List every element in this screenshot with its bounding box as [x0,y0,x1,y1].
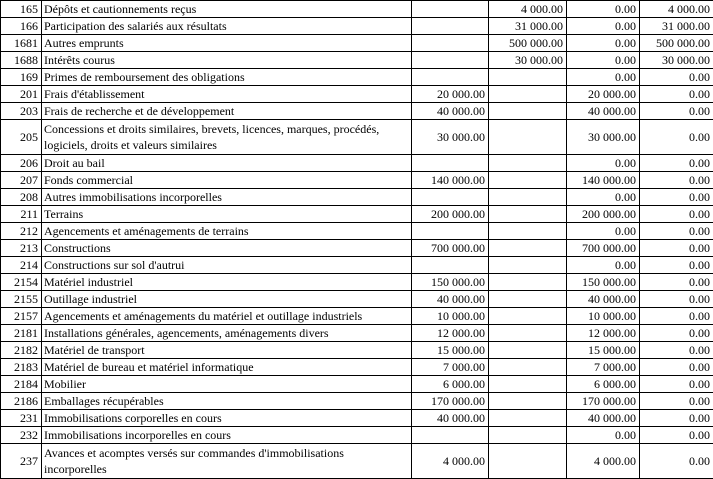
account-code-cell: 169 [1,69,42,86]
account-code-cell: 207 [1,172,42,189]
amount-col1-cell: 40 000.00 [412,103,489,120]
amount-col1-cell [412,52,489,69]
table-row [1,308,713,325]
account-code-cell: 1681 [1,35,42,52]
amount-col3-cell: 0.00 [567,52,640,69]
amount-col3-cell: 20 000.00 [567,86,640,103]
amount-col3-cell: 12 000.00 [567,325,640,342]
amount-col2-cell [489,206,567,223]
amount-col1-cell [412,257,489,274]
amount-col4-cell: 0.00 [640,69,713,86]
amount-col2-cell [489,325,567,342]
table-row [1,52,713,69]
amount-col2-cell [489,427,567,444]
amount-col3-cell: 0.00 [567,223,640,240]
account-label-cell: Dépôts et cautionnements reçus [42,1,412,18]
amount-col1-cell: 4 000.00 [412,444,489,479]
amount-col2-cell [489,103,567,120]
amount-col4-cell: 0.00 [640,274,713,291]
amount-col1-cell: 200 000.00 [412,206,489,223]
account-label-cell: Frais de recherche et de développement [42,103,412,120]
account-label-cell: Constructions sur sol d'autrui [42,257,412,274]
amount-col1-cell [412,189,489,206]
amount-col4-cell: 0.00 [640,86,713,103]
amount-col4-cell: 0.00 [640,120,713,155]
accounts-table-body [1,1,713,479]
table-row [1,172,713,189]
amount-col3-cell: 150 000.00 [567,274,640,291]
amount-col1-cell [412,35,489,52]
amount-col3-cell: 170 000.00 [567,393,640,410]
table-row [1,223,713,240]
table-row [1,1,713,18]
amount-col1-cell: 10 000.00 [412,308,489,325]
table-row [1,393,713,410]
account-label-cell: Participation des salariés aux résultats [42,18,412,35]
amount-col2-cell [489,359,567,376]
amount-col4-cell: 0.00 [640,291,713,308]
amount-col4-cell: 0.00 [640,359,713,376]
amount-col1-cell [412,18,489,35]
table-row [1,69,713,86]
amount-col4-cell: 0.00 [640,172,713,189]
account-label-cell: Matériel de bureau et matériel informatique [42,359,412,376]
account-code-cell: 166 [1,18,42,35]
amount-col1-cell: 40 000.00 [412,291,489,308]
table-row [1,240,713,257]
account-code-cell: 165 [1,1,42,18]
amount-col4-cell: 0.00 [640,206,713,223]
amount-col4-cell: 0.00 [640,155,713,172]
account-label-cell: Fonds commercial [42,172,412,189]
account-label-cell: Matériel de transport [42,342,412,359]
account-label-cell: Constructions [42,240,412,257]
amount-col1-cell [412,155,489,172]
amount-col3-cell: 6 000.00 [567,376,640,393]
account-code-cell: 211 [1,206,42,223]
account-label-cell: Avances et acomptes versés sur commandes d'immobilisations incorporelles [42,444,412,479]
amount-col4-cell: 0.00 [640,376,713,393]
account-label-cell: Outillage industriel [42,291,412,308]
account-code-cell: 206 [1,155,42,172]
amount-col4-cell: 0.00 [640,325,713,342]
amount-col3-cell: 0.00 [567,35,640,52]
account-code-cell: 1688 [1,52,42,69]
account-label-cell: Concessions et droits similaires, brevets, licences, marques, procédés, logiciels, droits et valeurs similaires [42,120,412,155]
amount-col3-cell: 40 000.00 [567,291,640,308]
account-label-cell: Agencements et aménagements du matériel et outillage industriels [42,308,412,325]
amount-col4-cell: 0.00 [640,393,713,410]
amount-col4-cell: 4 000.00 [640,1,713,18]
account-code-cell: 232 [1,427,42,444]
amount-col2-cell [489,240,567,257]
account-code-cell: 2184 [1,376,42,393]
amount-col1-cell: 170 000.00 [412,393,489,410]
amount-col1-cell: 140 000.00 [412,172,489,189]
amount-col3-cell: 0.00 [567,189,640,206]
amount-col4-cell: 0.00 [640,308,713,325]
table-row [1,86,713,103]
account-label-cell: Matériel industriel [42,274,412,291]
account-code-cell: 208 [1,189,42,206]
amount-col2-cell [489,223,567,240]
account-label-cell: Primes de remboursement des obligations [42,69,412,86]
amount-col3-cell: 0.00 [567,1,640,18]
account-code-cell: 231 [1,410,42,427]
amount-col4-cell: 0.00 [640,410,713,427]
account-code-cell: 2182 [1,342,42,359]
amount-col3-cell: 15 000.00 [567,342,640,359]
amount-col3-cell: 40 000.00 [567,103,640,120]
amount-col2-cell: 4 000.00 [489,1,567,18]
amount-col3-cell: 140 000.00 [567,172,640,189]
table-row [1,155,713,172]
table-row [1,35,713,52]
table-row [1,120,713,155]
account-label-cell: Intérêts courus [42,52,412,69]
amount-col1-cell: 20 000.00 [412,86,489,103]
amount-col1-cell: 40 000.00 [412,410,489,427]
table-row [1,359,713,376]
table-row [1,189,713,206]
amount-col1-cell: 7 000.00 [412,359,489,376]
table-row [1,376,713,393]
amount-col3-cell: 10 000.00 [567,308,640,325]
amount-col2-cell [489,257,567,274]
amount-col1-cell: 150 000.00 [412,274,489,291]
amount-col2-cell [489,86,567,103]
amount-col4-cell: 31 000.00 [640,18,713,35]
amount-col1-cell [412,223,489,240]
account-code-cell: 2157 [1,308,42,325]
account-label-cell: Terrains [42,206,412,223]
amount-col2-cell [489,342,567,359]
account-label-cell: Droit au bail [42,155,412,172]
amount-col1-cell [412,427,489,444]
amount-col2-cell [489,172,567,189]
account-code-cell: 201 [1,86,42,103]
amount-col2-cell [489,308,567,325]
amount-col2-cell: 500 000.00 [489,35,567,52]
amount-col2-cell [489,393,567,410]
amount-col4-cell: 0.00 [640,444,713,479]
table-row [1,103,713,120]
amount-col2-cell [489,189,567,206]
account-code-cell: 205 [1,120,42,155]
amount-col3-cell: 7 000.00 [567,359,640,376]
amount-col3-cell: 0.00 [567,427,640,444]
table-row [1,206,713,223]
amount-col1-cell: 700 000.00 [412,240,489,257]
amount-col3-cell: 30 000.00 [567,120,640,155]
amount-col4-cell: 0.00 [640,240,713,257]
account-label-cell: Mobilier [42,376,412,393]
account-code-cell: 237 [1,444,42,479]
table-row [1,257,713,274]
account-code-cell: 213 [1,240,42,257]
amount-col4-cell: 500 000.00 [640,35,713,52]
account-code-cell: 212 [1,223,42,240]
amount-col1-cell: 30 000.00 [412,120,489,155]
account-code-cell: 2186 [1,393,42,410]
amount-col3-cell: 4 000.00 [567,444,640,479]
amount-col4-cell: 0.00 [640,223,713,240]
account-code-cell: 2183 [1,359,42,376]
account-code-cell: 2154 [1,274,42,291]
account-label-cell: Immobilisations corporelles en cours [42,410,412,427]
account-label-cell: Immobilisations incorporelles en cours [42,427,412,444]
account-label-cell: Autres immobilisations incorporelles [42,189,412,206]
amount-col3-cell: 200 000.00 [567,206,640,223]
table-row [1,410,713,427]
amount-col1-cell [412,1,489,18]
amount-col2-cell [489,274,567,291]
account-label-cell: Installations générales, agencements, aménagements divers [42,325,412,342]
table-row [1,291,713,308]
amount-col3-cell: 700 000.00 [567,240,640,257]
amount-col1-cell [412,69,489,86]
amount-col4-cell: 0.00 [640,189,713,206]
amount-col1-cell: 15 000.00 [412,342,489,359]
amount-col3-cell: 0.00 [567,257,640,274]
amount-col2-cell [489,376,567,393]
amount-col2-cell [489,291,567,308]
amount-col2-cell [489,69,567,86]
amount-col3-cell: 40 000.00 [567,410,640,427]
table-row [1,18,713,35]
table-row [1,444,713,479]
account-label-cell: Autres emprunts [42,35,412,52]
amount-col3-cell: 0.00 [567,18,640,35]
table-row [1,274,713,291]
amount-col1-cell: 12 000.00 [412,325,489,342]
amount-col2-cell [489,410,567,427]
amount-col3-cell: 0.00 [567,155,640,172]
amount-col4-cell: 0.00 [640,427,713,444]
amount-col2-cell: 30 000.00 [489,52,567,69]
amount-col1-cell: 6 000.00 [412,376,489,393]
account-label-cell: Frais d'établissement [42,86,412,103]
account-label-cell: Emballages récupérables [42,393,412,410]
account-label-cell: Agencements et aménagements de terrains [42,223,412,240]
account-code-cell: 2181 [1,325,42,342]
amount-col4-cell: 0.00 [640,342,713,359]
amount-col4-cell: 30 000.00 [640,52,713,69]
account-code-cell: 203 [1,103,42,120]
amount-col4-cell: 0.00 [640,257,713,274]
amount-col2-cell [489,155,567,172]
amount-col4-cell: 0.00 [640,103,713,120]
account-code-cell: 214 [1,257,42,274]
account-code-cell: 2155 [1,291,42,308]
table-row [1,427,713,444]
table-row [1,325,713,342]
table-row [1,342,713,359]
amount-col2-cell [489,444,567,479]
amount-col3-cell: 0.00 [567,69,640,86]
amount-col2-cell [489,120,567,155]
amount-col2-cell: 31 000.00 [489,18,567,35]
